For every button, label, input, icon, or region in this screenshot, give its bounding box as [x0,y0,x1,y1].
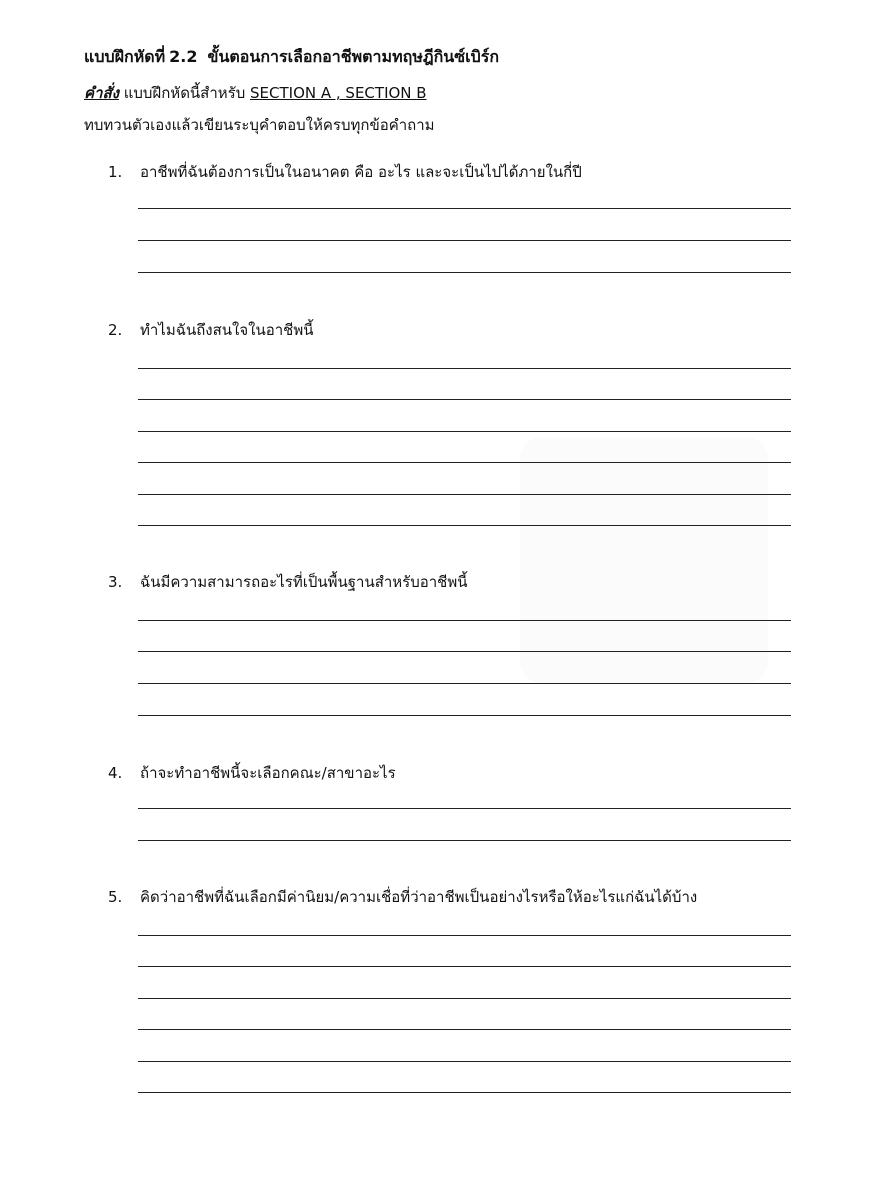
answer-line[interactable] [138,208,791,209]
question-number: 3. [108,573,123,591]
instruction-label: คำสั่ง [84,84,119,102]
question-text: คิดว่าอาชีพที่ฉันเลือกมีค่านิยม/ความเชื่อที่ว่าอาชีพเป็นอย่างไรหรือให้อะไรแก่ฉันได้บ้าง [140,888,698,906]
question-2 [108,318,313,342]
answer-line[interactable] [138,1092,791,1093]
answer-line[interactable] [138,808,791,809]
answer-line[interactable] [138,240,791,241]
question-number: 5. [108,888,123,906]
question-text: อาชีพที่ฉันต้องการเป็นในอนาคต คือ อะไร และจะเป็นไปได้ภายในกี่ปี [140,163,582,181]
question-text: ฉันมีความสามารถอะไรที่เป็นพื้นฐานสำหรับอาชีพนี้ [140,573,468,591]
answer-line[interactable] [138,494,791,495]
question-5 [108,885,697,909]
instruction-text: แบบฝึกหัดนี้สำหรับ [123,84,246,102]
faint-watermark [520,437,768,683]
answer-line[interactable] [138,462,791,463]
answer-line[interactable] [138,683,791,684]
instruction-sections: SECTION A , SECTION B [250,84,427,102]
answer-line[interactable] [138,966,791,967]
question-4 [108,761,396,785]
question-1 [108,160,582,184]
answer-line[interactable] [138,1029,791,1030]
question-text: ถ้าจะทำอาชีพนี้จะเลือกคณะ/สาขาอะไร [140,764,396,782]
answer-line[interactable] [138,998,791,999]
answer-line[interactable] [138,272,791,273]
question-number: 2. [108,321,123,339]
answer-line[interactable] [138,431,791,432]
answer-line[interactable] [138,368,791,369]
title-text: ขั้นตอนการเลือกอาชีพตามทฤษฎีกินซ์เบิร์ก [207,47,499,66]
answer-line[interactable] [138,715,791,716]
worksheet-title [84,45,499,70]
answer-line[interactable] [138,840,791,841]
answer-line[interactable] [138,651,791,652]
answer-line[interactable] [138,935,791,936]
answer-line[interactable] [138,525,791,526]
question-number: 1. [108,163,123,181]
question-3 [108,570,468,594]
answer-line[interactable] [138,620,791,621]
answer-line[interactable] [138,1061,791,1062]
instruction-line [84,81,427,105]
question-number: 4. [108,764,123,782]
instruction-line-2: ทบทวนตัวเองแล้วเขียนระบุคำตอบให้ครบทุกข้อคำถาม [84,116,435,134]
answer-line[interactable] [138,399,791,400]
question-text: ทำไมฉันถึงสนใจในอาชีพนี้ [140,321,314,339]
title-number: 2.2 [169,47,198,66]
title-prefix: แบบฝึกหัดที่ [84,47,166,66]
